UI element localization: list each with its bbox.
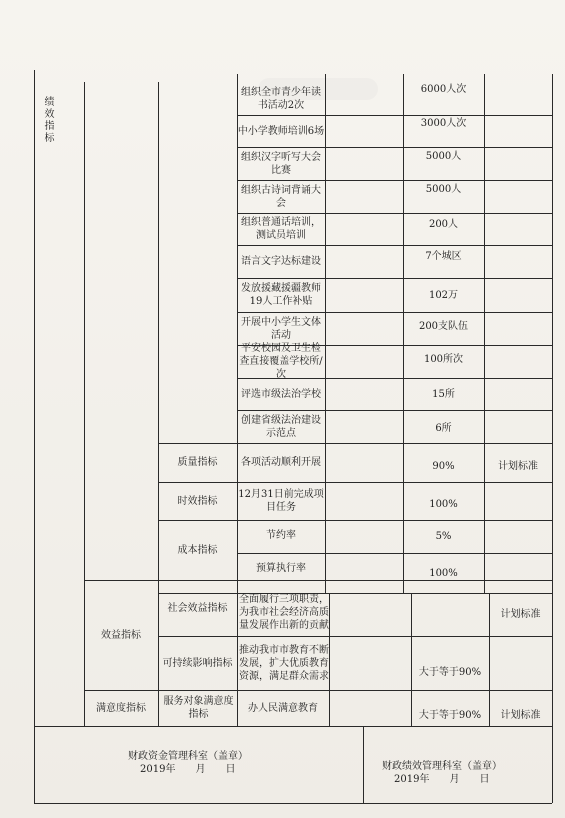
left-date: 2019年 月 日 (140, 764, 236, 775)
indicator-value: 15所 (432, 388, 455, 400)
indicator-text: 组织普通话培训，测试员培训 (241, 217, 321, 241)
cost-text: 预算执行率 (256, 562, 306, 574)
right-date: 2019年 月 日 (394, 774, 490, 785)
satisfaction-sublabel: 服务对象满意度指标 (163, 696, 234, 720)
column-line (325, 74, 326, 593)
indicator-value: 200人 (428, 218, 459, 230)
indicator-text: 组织古诗词背诵大会 (241, 184, 321, 209)
indicator-value: 6000人次 (420, 84, 467, 95)
indicator-text: 创建省级法治建设示范点 (241, 414, 321, 439)
right-office: 财政绩效管理科室（盖章） (382, 761, 502, 772)
column-line (484, 74, 485, 593)
benefit-label: 效益指标 (101, 629, 141, 641)
indicator-text: 平安校园及卫生检查直接覆盖学校所/次 (239, 343, 323, 380)
indicator-text: 发放援藏援疆教师19人工作补贴 (241, 283, 321, 307)
indicator-value: 3000人次 (420, 117, 467, 129)
table-border-left (34, 70, 35, 803)
side-label: 绩效指标 (42, 96, 53, 144)
indicator-text: 组织汉字听写大会比赛 (241, 151, 321, 176)
indicator-value: 7个城区 (425, 250, 462, 262)
social-benefit-text: 全面履行三项职责，为我市社会经济高质量发展作出新的贡献 (239, 593, 329, 631)
row-line (34, 726, 84, 727)
social-benefit-label: 社会效益指标 (167, 602, 228, 614)
timeliness-text: 12月31日前完成项目任务 (238, 489, 324, 513)
indicator-value: 5000人 (425, 151, 462, 162)
quality-label: 质量指标 (177, 457, 218, 468)
quality-value: 90% (432, 461, 455, 472)
column-line (158, 82, 159, 726)
satisfaction-label: 满意度指标 (96, 702, 146, 714)
satisfaction-standard: 计划标准 (500, 709, 541, 721)
timeliness-value: 100% (429, 498, 458, 510)
sustain-value: 大于等于90% (418, 666, 482, 678)
footer-left (128, 750, 248, 776)
cost-value: 100% (429, 567, 458, 579)
cost-text: 节约率 (266, 529, 296, 541)
left-office: 财政资金管理科室（盖章） (128, 751, 248, 762)
cost-value: 5% (435, 531, 452, 542)
quality-standard: 计划标准 (498, 461, 538, 472)
indicator-text: 组织全市青少年读书活动2次 (241, 86, 321, 111)
timeliness-label: 时效指标 (177, 495, 218, 507)
quality-text: 各项活动顺利开展 (241, 457, 321, 468)
footer-right (382, 760, 502, 786)
sustain-label: 可持续影响指标 (162, 657, 233, 669)
cost-label: 成本指标 (177, 544, 218, 556)
indicator-value: 102万 (428, 289, 459, 301)
footer-divider (363, 726, 364, 803)
indicator-value: 100所次 (423, 354, 464, 365)
indicator-text: 语言文字达标建设 (241, 256, 321, 267)
satisfaction-value: 大于等于90% (418, 709, 482, 721)
table-border-bottom (34, 803, 552, 804)
table-border-right (552, 74, 553, 803)
indicator-text: 评选市级法治学校 (241, 388, 321, 400)
indicator-value: 6所 (435, 423, 452, 434)
satisfaction-text: 办人民满意教育 (248, 702, 318, 714)
sustain-text: 推动我市市教育不断发展，扩大优质教育资源，满足群众需求 (239, 644, 329, 682)
indicator-text: 开展中小学生文体活动 (241, 316, 321, 341)
indicator-text: 中小学教师培训6场 (237, 125, 325, 137)
indicator-value: 200支队伍 (418, 321, 469, 332)
social-benefit-standard: 计划标准 (500, 609, 541, 620)
column-line (329, 593, 330, 726)
indicator-value: 5000人 (425, 184, 462, 195)
